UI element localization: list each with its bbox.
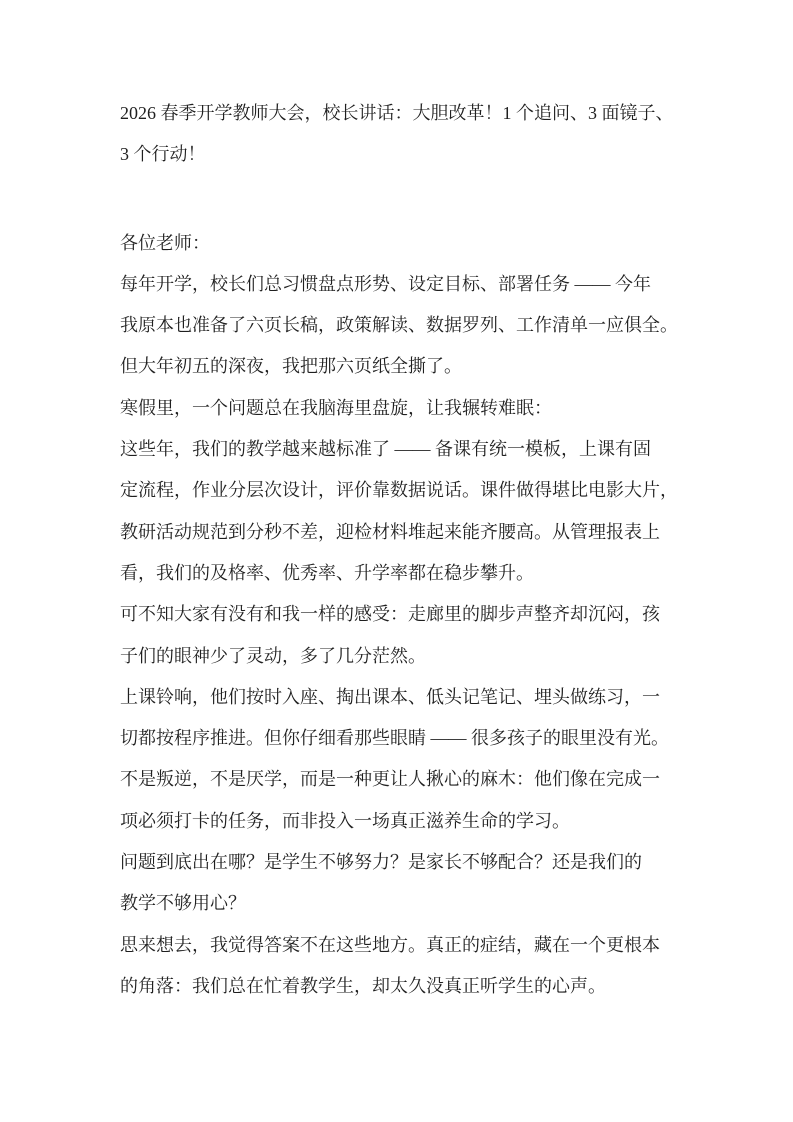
- body-text-line: 看，我们的及格率、优秀率、升学率都在稳步攀升。: [120, 562, 534, 583]
- body-text-line: 的角落：我们总在忙着教学生，却太久没真正听学生的心声。: [120, 975, 606, 996]
- body-text-line: 每年开学，校长们总习惯盘点形势、设定目标、部署任务 —— 今年: [120, 273, 651, 294]
- document-title-line: 3 个行动！: [120, 144, 206, 165]
- body-text-line: 定流程，作业分层次设计，评价靠数据说话。课件做得堪比电影大片，: [120, 480, 678, 501]
- body-text-line: 问题到底出在哪？是学生不够努力？是家长不够配合？还是我们的: [120, 852, 642, 873]
- body-text-line: 但大年初五的深夜，我把那六页纸全撕了。: [120, 356, 462, 377]
- body-text-line: 这些年，我们的教学越来越标准了 —— 备课有统一模板，上课有固: [120, 439, 651, 460]
- body-text-line: 教研活动规范到分秒不差，迎检材料堆起来能齐腰高。从管理报表上: [120, 521, 660, 542]
- body-text-line: 教学不够用心？: [120, 893, 246, 914]
- body-text-line: 各位老师：: [120, 232, 210, 253]
- document-body: [120, 223, 680, 1008]
- body-text-line: 项必须打卡的任务，而非投入一场真正滋养生命的学习。: [120, 810, 570, 831]
- body-text-line: 切都按程序推进。但你仔细看那些眼睛 —— 很多孩子的眼里没有光。: [120, 728, 669, 749]
- body-text-line: 可不知大家有没有和我一样的感受：走廊里的脚步声整齐却沉闷，孩: [120, 604, 660, 625]
- body-text-line: 不是叛逆，不是厌学，而是一种更让人揪心的麻木：他们像在完成一: [120, 769, 660, 790]
- document-title: [120, 93, 680, 176]
- blank-line: [120, 176, 680, 223]
- body-text-line: 上课铃响，他们按时入座、掏出课本、低头记笔记、埋头做练习，一: [120, 686, 660, 707]
- body-text-line: 子们的眼神少了灵动，多了几分茫然。: [120, 645, 426, 666]
- document-title-line: 2026 春季开学教师大会，校长讲话：大胆改革！1 个追问、3 面镜子、: [120, 103, 674, 123]
- body-text-line: 寒假里，一个问题总在我脑海里盘旋，让我辗转难眠：: [120, 397, 552, 418]
- body-text-line: 我原本也准备了六页长稿，政策解读、数据罗列、工作清单一应俱全。: [120, 315, 678, 336]
- body-text-line: 思来想去，我觉得答案不在这些地方。真正的症结，藏在一个更根本: [120, 934, 660, 955]
